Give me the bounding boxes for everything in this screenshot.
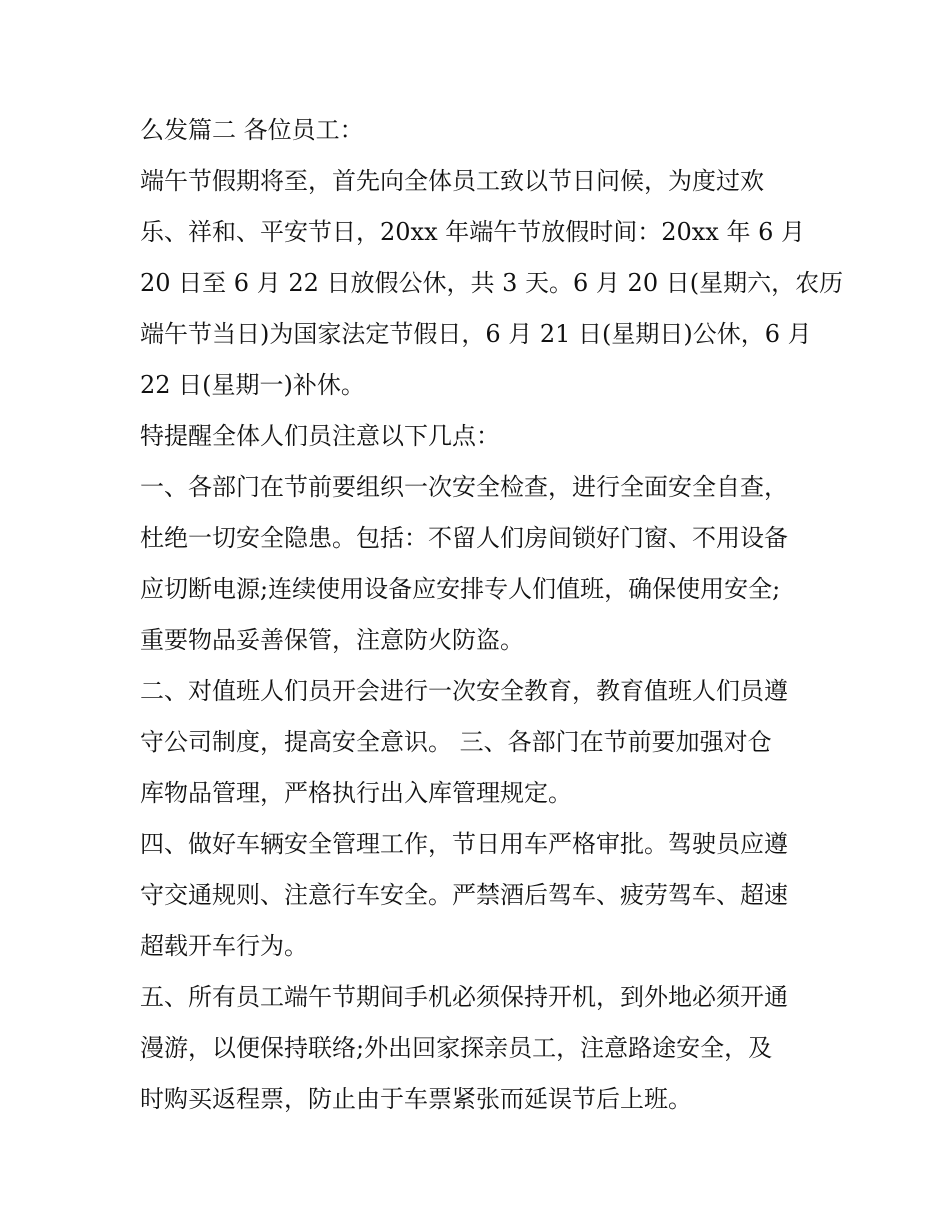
text-line: 应切断电源;连续使用设备应安排专人们值班，确保使用安全; <box>140 575 781 603</box>
text-line: 库物品管理，严格执行出入库管理规定。 <box>140 779 572 807</box>
text-line: 20 日至 6 月 22 日放假公休，共 3 天。6 月 20 日(星期六，农历 <box>140 269 844 297</box>
text-line: 重要物品妥善保管，注意防火防盗。 <box>140 626 524 654</box>
text-line: 乐、祥和、平安节日，20xx 年端午节放假时间：20xx 年 6 月 <box>140 218 806 246</box>
text-line: 超载开车行为。 <box>140 932 308 960</box>
text-line: 杜绝一切安全隐患。包括：不留人们房间锁好门窗、不用设备 <box>140 524 788 552</box>
heading-line: 么发篇二 各位员工： <box>140 116 364 144</box>
text-line: 守公司制度，提高安全意识。 三、各部门在节前要加强对仓 <box>140 728 772 756</box>
text-line: 守交通规则、注意行车安全。严禁酒后驾车、疲劳驾车、超速 <box>140 881 788 909</box>
text-line: 一、各部门在节前要组织一次安全检查，进行全面安全自查， <box>140 473 788 501</box>
text-line: 端午节假期将至，首先向全体员工致以节日问候，为度过欢 <box>140 167 764 195</box>
text-line: 五、所有员工端午节期间手机必须保持开机，到外地必须开通 <box>140 983 788 1011</box>
text-line: 22 日(星期一)补休。 <box>140 371 365 399</box>
text-line: 时购买返程票，防止由于车票紧张而延误节后上班。 <box>140 1085 692 1113</box>
text-line: 二、对值班人们员开会进行一次安全教育，教育值班人们员遵 <box>140 677 788 705</box>
document-body <box>140 105 844 1125</box>
text-line: 漫游，以便保持联络;外出回家探亲员工，注意路途安全，及 <box>140 1034 773 1062</box>
text-line: 特提醒全体人们员注意以下几点： <box>140 422 500 450</box>
text-line: 四、做好车辆安全管理工作，节日用车严格审批。驾驶员应遵 <box>140 830 788 858</box>
text-line: 端午节当日)为国家法定节假日，6 月 21 日(星期日)公休，6 月 <box>140 320 812 348</box>
